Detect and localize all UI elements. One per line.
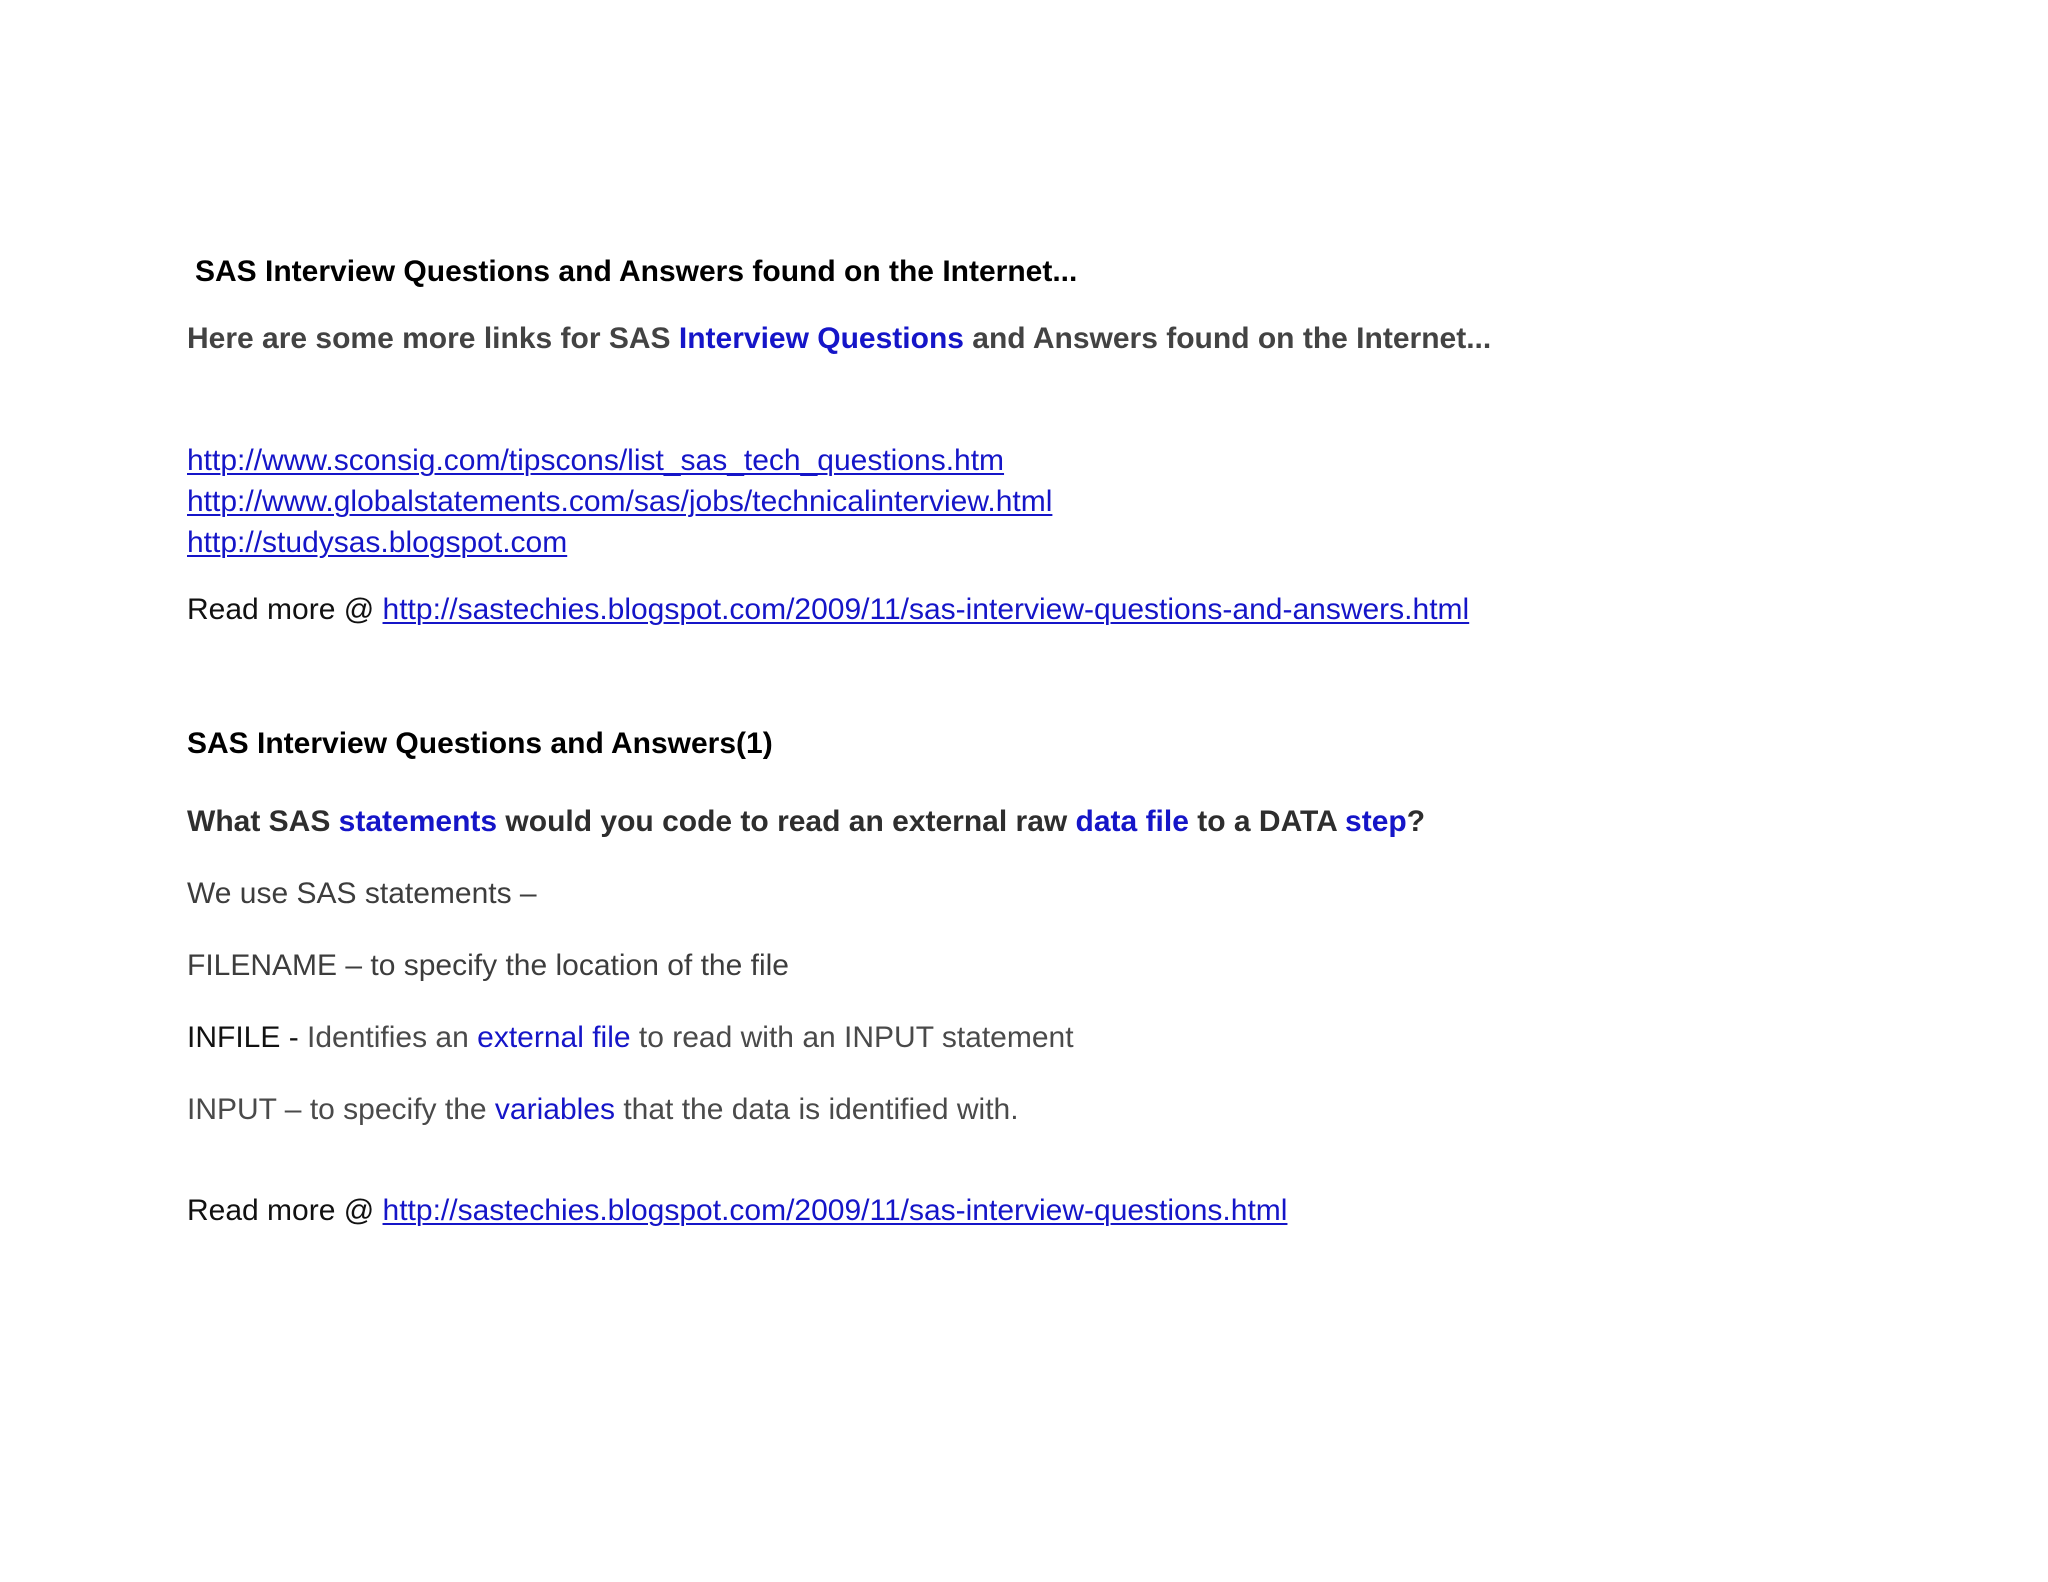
input-text-2: that the data is identified with.	[614, 1093, 1019, 1126]
input-text-1: INPUT – to specify the	[187, 1093, 495, 1126]
question-part-1: What SAS	[187, 805, 339, 838]
question	[187, 805, 1425, 840]
variables-link[interactable]: variables	[494, 1093, 615, 1126]
section1-intro	[187, 322, 1491, 357]
link-sconsig[interactable]: http://www.sconsig.com/tipscons/list_sas_tech_questions.htm	[187, 444, 1005, 477]
link-globalstatements-row	[187, 485, 1052, 520]
intro-text-after: and Answers found on the Internet...	[963, 322, 1492, 355]
read-more-2-label: Read more @	[187, 1194, 383, 1227]
answer-intro: We use SAS statements –	[187, 877, 537, 910]
section2-title: SAS Interview Questions and Answers(1)	[187, 727, 773, 760]
section1-title: SAS Interview Questions and Answers found on the Internet...	[195, 255, 1078, 288]
infile-text-2: to read with an INPUT statement	[630, 1021, 1074, 1054]
infile-label: INFILE -	[187, 1021, 308, 1054]
infile-text-1: Identifies an	[307, 1021, 478, 1054]
step-link[interactable]: step	[1345, 805, 1407, 838]
read-more-2	[187, 1194, 1287, 1229]
intro-text-before: Here are some more links for SAS	[187, 322, 679, 355]
filename-line: FILENAME – to specify the location of the file	[187, 949, 789, 982]
link-sconsig-row	[187, 444, 1004, 479]
external-file-link[interactable]: external file	[477, 1021, 631, 1054]
read-more-1-label: Read more @	[187, 593, 383, 626]
input-line	[187, 1093, 1019, 1128]
link-studysas-row	[187, 526, 567, 561]
read-more-1-link[interactable]: http://sastechies.blogspot.com/2009/11/sas-interview-questions-and-answers.html	[382, 593, 1470, 626]
read-more-1	[187, 593, 1469, 628]
link-globalstatements[interactable]: http://www.globalstatements.com/sas/jobs/technicalinterview.html	[187, 485, 1053, 518]
interview-questions-link[interactable]: Interview Questions	[678, 322, 964, 355]
statements-link[interactable]: statements	[338, 805, 498, 838]
question-part-3: to a DATA	[1188, 805, 1346, 838]
question-part-2: would you code to read an external raw	[497, 805, 1076, 838]
question-part-4: ?	[1406, 805, 1426, 838]
data-file-link[interactable]: data file	[1075, 805, 1189, 838]
read-more-2-link[interactable]: http://sastechies.blogspot.com/2009/11/sas-interview-questions.html	[382, 1194, 1288, 1227]
link-studysas[interactable]: http://studysas.blogspot.com	[187, 526, 568, 559]
infile-line	[187, 1021, 1074, 1056]
